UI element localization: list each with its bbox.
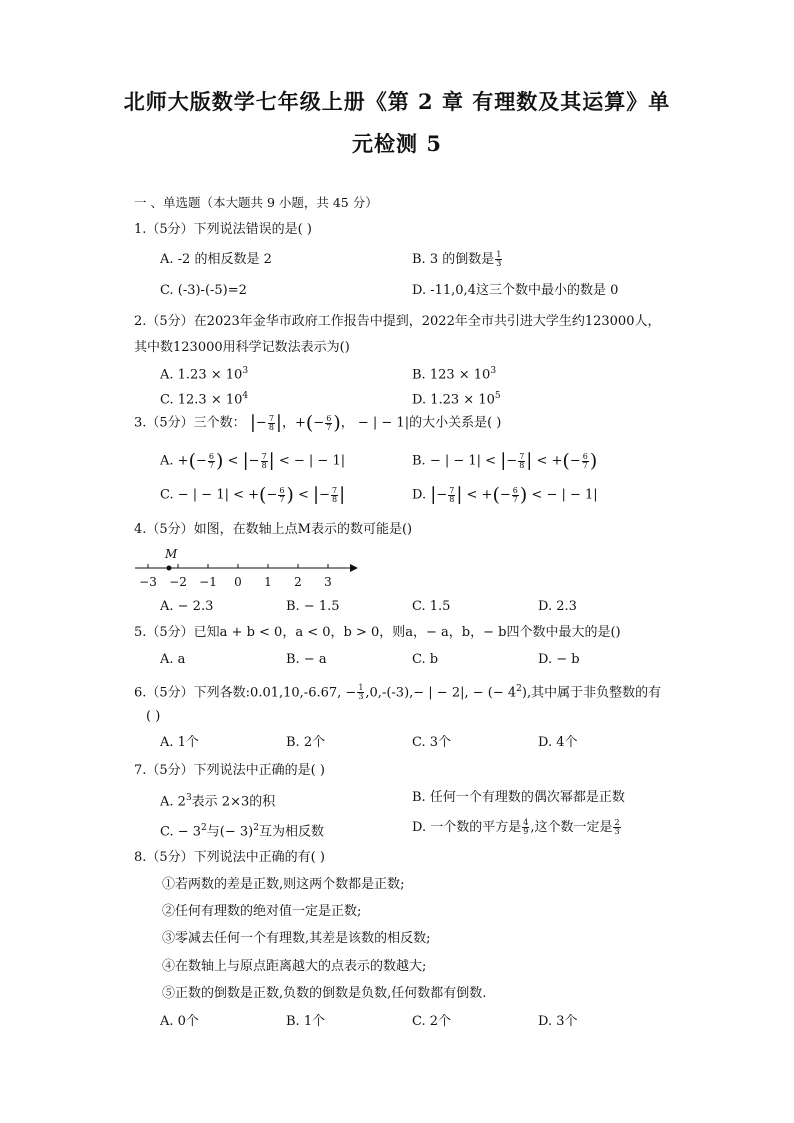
question-8-option-c[interactable]: C. 2个: [412, 1014, 452, 1029]
question-3-option-d[interactable]: D. |− $\frac{7}{8}$ | < +(− $\frac{6}{7}$ ) < − | − 1|: [412, 484, 598, 506]
number-line-tick-label: 3: [324, 575, 332, 589]
question-6-option-c[interactable]: C. 3个: [412, 735, 452, 750]
section-header: 一 、单选题（本大题共 9 小题，共 45 分）: [134, 195, 378, 210]
question-7-stem: 7.（5分）下列说法中正确的是( ): [134, 763, 325, 778]
question-8-option-a[interactable]: A. 0个: [160, 1014, 199, 1029]
question-2-option-d[interactable]: D. $1.23 \times 10^5$: [412, 391, 501, 408]
question-8-statement-4: ④在数轴上与原点距离越大的点表示的数越大;: [162, 959, 427, 974]
number-line-tick-label: −1: [199, 575, 217, 589]
question-7-option-a[interactable]: A. $2^3$表示 2×3的积: [160, 793, 276, 810]
question-7-option-b[interactable]: B. 任何一个有理数的偶次幂都是正数: [412, 790, 625, 805]
option-b-text: B. 3 的倒数是: [412, 252, 495, 267]
page-title-line2: 元检测 5: [352, 131, 442, 156]
question-5-option-a[interactable]: A. a: [160, 652, 186, 667]
question-1-stem: 1.（5分）下列说法错误的是( ): [134, 222, 312, 237]
question-8-option-d[interactable]: D. 3个: [538, 1014, 578, 1029]
question-6-option-a[interactable]: A. 1个: [160, 735, 199, 750]
question-2-option-b[interactable]: B. $123 \times 10^3$: [412, 366, 497, 383]
question-4-option-d[interactable]: D. 2.3: [538, 599, 577, 614]
question-5-option-c[interactable]: C. b: [412, 652, 439, 667]
question-4-option-b[interactable]: B. − 1.5: [286, 599, 340, 614]
question-8-statement-2: ②任何有理数的绝对值一定是正数;: [162, 904, 362, 919]
question-7-option-d[interactable]: D. 一个数的平方是 $\frac{4}{9}$ ,这个数一定是 $\frac{2}{3}$: [412, 818, 620, 836]
question-8-option-b[interactable]: B. 1个: [286, 1014, 326, 1029]
question-6-stem: 6.（5分）下列各数:0.01,10,-6.67, − $\frac{1}{3}$ ,0,-(-3),− | − 2|, − (− $4^2$),其中属于非负整数的有: [134, 683, 662, 702]
question-5-option-d[interactable]: D. − b: [538, 652, 580, 667]
question-8-statement-1: ①若两数的差是正数,则这两个数都是正数;: [162, 877, 405, 892]
question-3-option-b[interactable]: B. − | − 1| < |− $\frac{7}{8}$ | < +(− $\frac{6}{7}$ ): [412, 450, 598, 472]
number-line-tick-label: −2: [169, 575, 187, 589]
question-1-option-b[interactable]: [412, 251, 503, 269]
point-m-dot: [167, 566, 172, 571]
point-m-label: M: [165, 547, 178, 561]
question-6-option-b[interactable]: B. 2个: [286, 735, 326, 750]
fraction: $\frac{1}{3}$: [496, 250, 502, 268]
question-4-option-c[interactable]: C. 1.5: [412, 599, 451, 614]
question-2-option-a[interactable]: A. $1.23 \times 10^3$: [160, 366, 249, 383]
question-1-option-c[interactable]: C. (-3)-(-5)=2: [160, 283, 247, 298]
question-3-stem: 3.（5分）三个数： |− $\frac{7}{8}$ |，+(− $\frac{6}{7}$ )， − | − 1|的大小关系是( ): [134, 412, 502, 434]
question-8-statement-3: ③零减去任何一个有理数,其差是该数的相反数;: [162, 931, 431, 946]
question-1-option-a[interactable]: A. -2 的相反数是 2: [160, 252, 272, 267]
question-6-stem-line2: ( ): [146, 709, 161, 724]
question-8-stem: 8.（5分）下列说法中正确的有( ): [134, 850, 325, 865]
question-7-option-c[interactable]: C. − $3^2$与(− 3)$^2$互为相反数: [160, 823, 324, 840]
question-3-option-c[interactable]: C. − | − 1| < +(− $\frac{6}{7}$ ) < |− $\frac{7}{8}$ |: [160, 484, 346, 506]
number-line-tick-label: 1: [264, 575, 272, 589]
number-line-tick-label: 0: [234, 575, 242, 589]
question-1-option-d[interactable]: D. -11,0,4这三个数中最小的数是 0: [412, 283, 619, 298]
question-8-statement-5: ⑤正数的倒数是正数,负数的倒数是负数,任何数都有倒数.: [162, 986, 487, 1001]
question-5-option-b[interactable]: B. − a: [286, 652, 327, 667]
number-line-figure: [130, 544, 360, 592]
question-3-option-a[interactable]: A. +(− $\frac{6}{7}$ ) < |− $\frac{7}{8}$ | < − | − 1|: [160, 450, 346, 472]
page-title-line1: 北师大版数学七年级上册《第 2 章 有理数及其运算》单: [123, 89, 671, 114]
question-2-stem: 2.（5分）在2023年金华市政府工作报告中提到，2022年全市共引进大学生约123000人，其中数123000用科学记数法表示为(): [134, 314, 661, 355]
question-2-option-c[interactable]: C. $12.3 \times 10^4$: [160, 391, 249, 408]
question-4-stem: 4.（5分）如图，在数轴上点M表示的数可能是(): [134, 522, 413, 537]
question-5-stem: 5.（5分）已知a + b < 0，a < 0，b > 0，则a，− a，b，− b四个数中最大的是(): [134, 625, 621, 640]
number-line-tick-label: 2: [294, 575, 302, 589]
number-line-tick-label: −3: [139, 575, 157, 589]
question-4-option-a[interactable]: A. − 2.3: [160, 599, 214, 614]
number-line-arrow-icon: [350, 564, 358, 572]
question-6-option-d[interactable]: D. 4个: [538, 735, 578, 750]
